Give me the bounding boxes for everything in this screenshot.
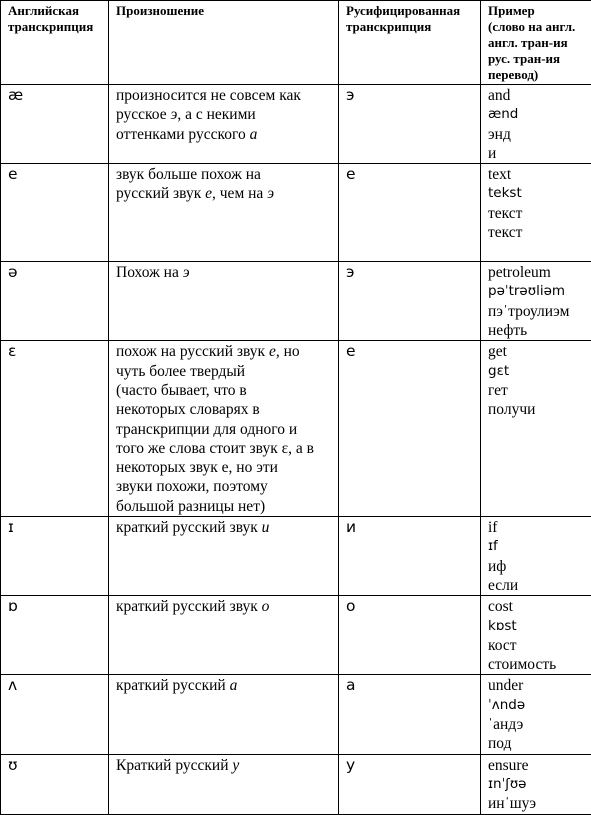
example-english-transcription: tekst: [488, 184, 585, 203]
pronunciation-text: некоторых словарях в: [116, 401, 260, 418]
russified-symbol-cell: и: [339, 517, 481, 596]
pronunciation-line: [116, 86, 332, 105]
pronunciation-italic-letter: а: [250, 126, 258, 143]
example-english-transcription: gɛt: [488, 362, 585, 381]
english-symbol-cell: æ: [1, 85, 109, 164]
pronunciation-line: [116, 458, 332, 477]
pronunciation-line: [116, 400, 332, 419]
example-cell: [481, 517, 591, 596]
russified-symbol-cell: э: [339, 85, 481, 164]
pronunciation-line: [116, 420, 332, 439]
table-row: [1, 341, 591, 517]
english-symbol-cell: ʊ: [1, 754, 109, 814]
russified-symbol-cell: е: [339, 164, 481, 262]
pronunciation-line: [116, 362, 332, 381]
pronunciation-text: , но: [276, 343, 300, 360]
pronunciation-text: краткий русский звук: [116, 598, 262, 615]
example-translation: получи: [488, 400, 585, 419]
example-word: and: [488, 86, 585, 105]
pronunciation-line: [116, 105, 332, 124]
example-russian-transcription: гет: [488, 381, 585, 400]
pronunciation-cell: [109, 675, 339, 754]
pronunciation-italic-letter: о: [262, 598, 270, 615]
pronunciation-line: [116, 381, 332, 400]
example-cell: [481, 341, 591, 517]
example-cell: [481, 675, 591, 754]
pronunciation-text: чуть более твердый: [116, 363, 245, 380]
example-word: text: [488, 165, 585, 184]
example-translation: и: [488, 144, 585, 163]
english-symbol-cell: ə: [1, 262, 109, 341]
example-translation: текст: [488, 223, 585, 242]
table-row: [1, 675, 591, 754]
pronunciation-cell: [109, 341, 339, 517]
example-word: if: [488, 518, 585, 537]
example-english-transcription: kɒst: [488, 617, 585, 636]
pronunciation-line: [116, 439, 332, 458]
example-english-transcription: ˈʌndə: [488, 696, 585, 715]
pronunciation-text: русское: [116, 106, 171, 123]
pronunciation-line: [116, 676, 332, 695]
example-english-transcription: ænd: [488, 105, 585, 124]
english-symbol-cell: ʌ: [1, 675, 109, 754]
pronunciation-text: транскрипции для одного и: [116, 421, 297, 438]
pronunciation-line: [116, 342, 332, 361]
pronunciation-line: [116, 165, 332, 184]
pronunciation-cell: [109, 164, 339, 262]
example-translation: под: [488, 734, 585, 753]
pronunciation-line: [116, 477, 332, 496]
example-cell: [481, 262, 591, 341]
example-russian-transcription: инˈшуэ: [488, 794, 585, 813]
example-word: get: [488, 342, 585, 361]
header-row: [1, 1, 591, 85]
example-word: under: [488, 676, 585, 695]
pronunciation-text: (часто бывает, что в: [116, 382, 247, 399]
pronunciation-text: того же слова стоит звук ɛ, а в: [116, 440, 314, 457]
pronunciation-italic-letter: и: [262, 519, 270, 536]
russified-symbol-cell: э: [339, 262, 481, 341]
example-russian-transcription: энд: [488, 125, 585, 144]
pronunciation-cell: [109, 754, 339, 814]
pronunciation-cell: [109, 596, 339, 675]
header-example: Пример (слово на англ. англ. тран-ия рус. тран-ия перевод): [481, 1, 591, 85]
table-row: [1, 596, 591, 675]
pronunciation-italic-letter: э: [183, 264, 190, 281]
example-translation: нефть: [488, 321, 585, 340]
russified-symbol-cell: е: [339, 341, 481, 517]
pronunciation-text: звук больше похож на: [116, 166, 261, 183]
pronunciation-line: [116, 263, 332, 282]
english-symbol-cell: e: [1, 164, 109, 262]
example-word: petroleum: [488, 263, 585, 282]
pronunciation-text: краткий русский: [116, 677, 230, 694]
header-english-transcription: Английская транскрипция: [1, 1, 109, 85]
pronunciation-text: Похож на: [116, 264, 183, 281]
pronunciation-cell: [109, 85, 339, 164]
russified-symbol-cell: а: [339, 675, 481, 754]
russified-symbol-cell: у: [339, 754, 481, 814]
example-russian-transcription: кост: [488, 636, 585, 655]
english-symbol-cell: ɒ: [1, 596, 109, 675]
table-row: [1, 517, 591, 596]
example-russian-transcription: ˈандэ: [488, 715, 585, 734]
pronunciation-text: большой разницы нет): [116, 498, 265, 515]
pronunciation-text: краткий русский звук: [116, 519, 262, 536]
pronunciation-text: оттенками русского: [116, 126, 250, 143]
example-word: ensure: [488, 756, 585, 775]
pronunciation-text: русский звук: [116, 185, 205, 202]
header-pronunciation: Произношение: [109, 1, 339, 85]
example-english-transcription: pəˈtrəʊliəm: [488, 282, 585, 301]
example-english-transcription: ɪf: [488, 537, 585, 556]
pronunciation-cell: [109, 517, 339, 596]
example-translation: стоимость: [488, 655, 585, 674]
pronunciation-italic-letter: е: [205, 185, 212, 202]
pronunciation-line: [116, 184, 332, 203]
pronunciation-text: Краткий русский: [116, 757, 232, 774]
pronunciation-line: [116, 756, 332, 775]
example-word: cost: [488, 597, 585, 616]
pronunciation-italic-letter: э: [267, 185, 274, 202]
table-row: [1, 164, 591, 262]
pronunciation-text: звуки похожи, поэтому: [116, 478, 268, 495]
pronunciation-line: [116, 125, 332, 144]
english-symbol-cell: ɪ: [1, 517, 109, 596]
example-translation: если: [488, 576, 585, 595]
pronunciation-text: произносится не совсем как: [116, 87, 301, 104]
pronunciation-italic-letter: э: [171, 106, 178, 123]
table-row: [1, 262, 591, 341]
english-symbol-cell: ɛ: [1, 341, 109, 517]
table-row: [1, 754, 591, 814]
russified-symbol-cell: о: [339, 596, 481, 675]
table-row: [1, 85, 591, 164]
example-cell: [481, 164, 591, 262]
pronunciation-text: некоторых звук е, но эти: [116, 459, 278, 476]
example-russian-transcription: текст: [488, 204, 585, 223]
pronunciation-line: [116, 597, 332, 616]
pronunciation-line: [116, 518, 332, 537]
pronunciation-line: [116, 497, 332, 516]
example-cell: [481, 85, 591, 164]
pronunciation-italic-letter: е: [269, 343, 276, 360]
pronunciation-cell: [109, 262, 339, 341]
example-russian-transcription: иф: [488, 557, 585, 576]
header-russified-transcription: Русифицированная транскрипция: [339, 1, 481, 85]
table-body: [1, 85, 591, 815]
pronunciation-text: , чем на: [212, 185, 267, 202]
pronunciation-text: похож на русский звук: [116, 343, 269, 360]
example-english-transcription: ɪnˈʃʊə: [488, 775, 585, 794]
example-russian-transcription: пэˈтроулиэм: [488, 302, 585, 321]
example-cell: [481, 596, 591, 675]
example-cell: [481, 754, 591, 814]
pronunciation-text: , а с некими: [177, 106, 255, 123]
pronunciation-italic-letter: а: [230, 677, 238, 694]
pronunciation-italic-letter: у: [232, 757, 239, 774]
